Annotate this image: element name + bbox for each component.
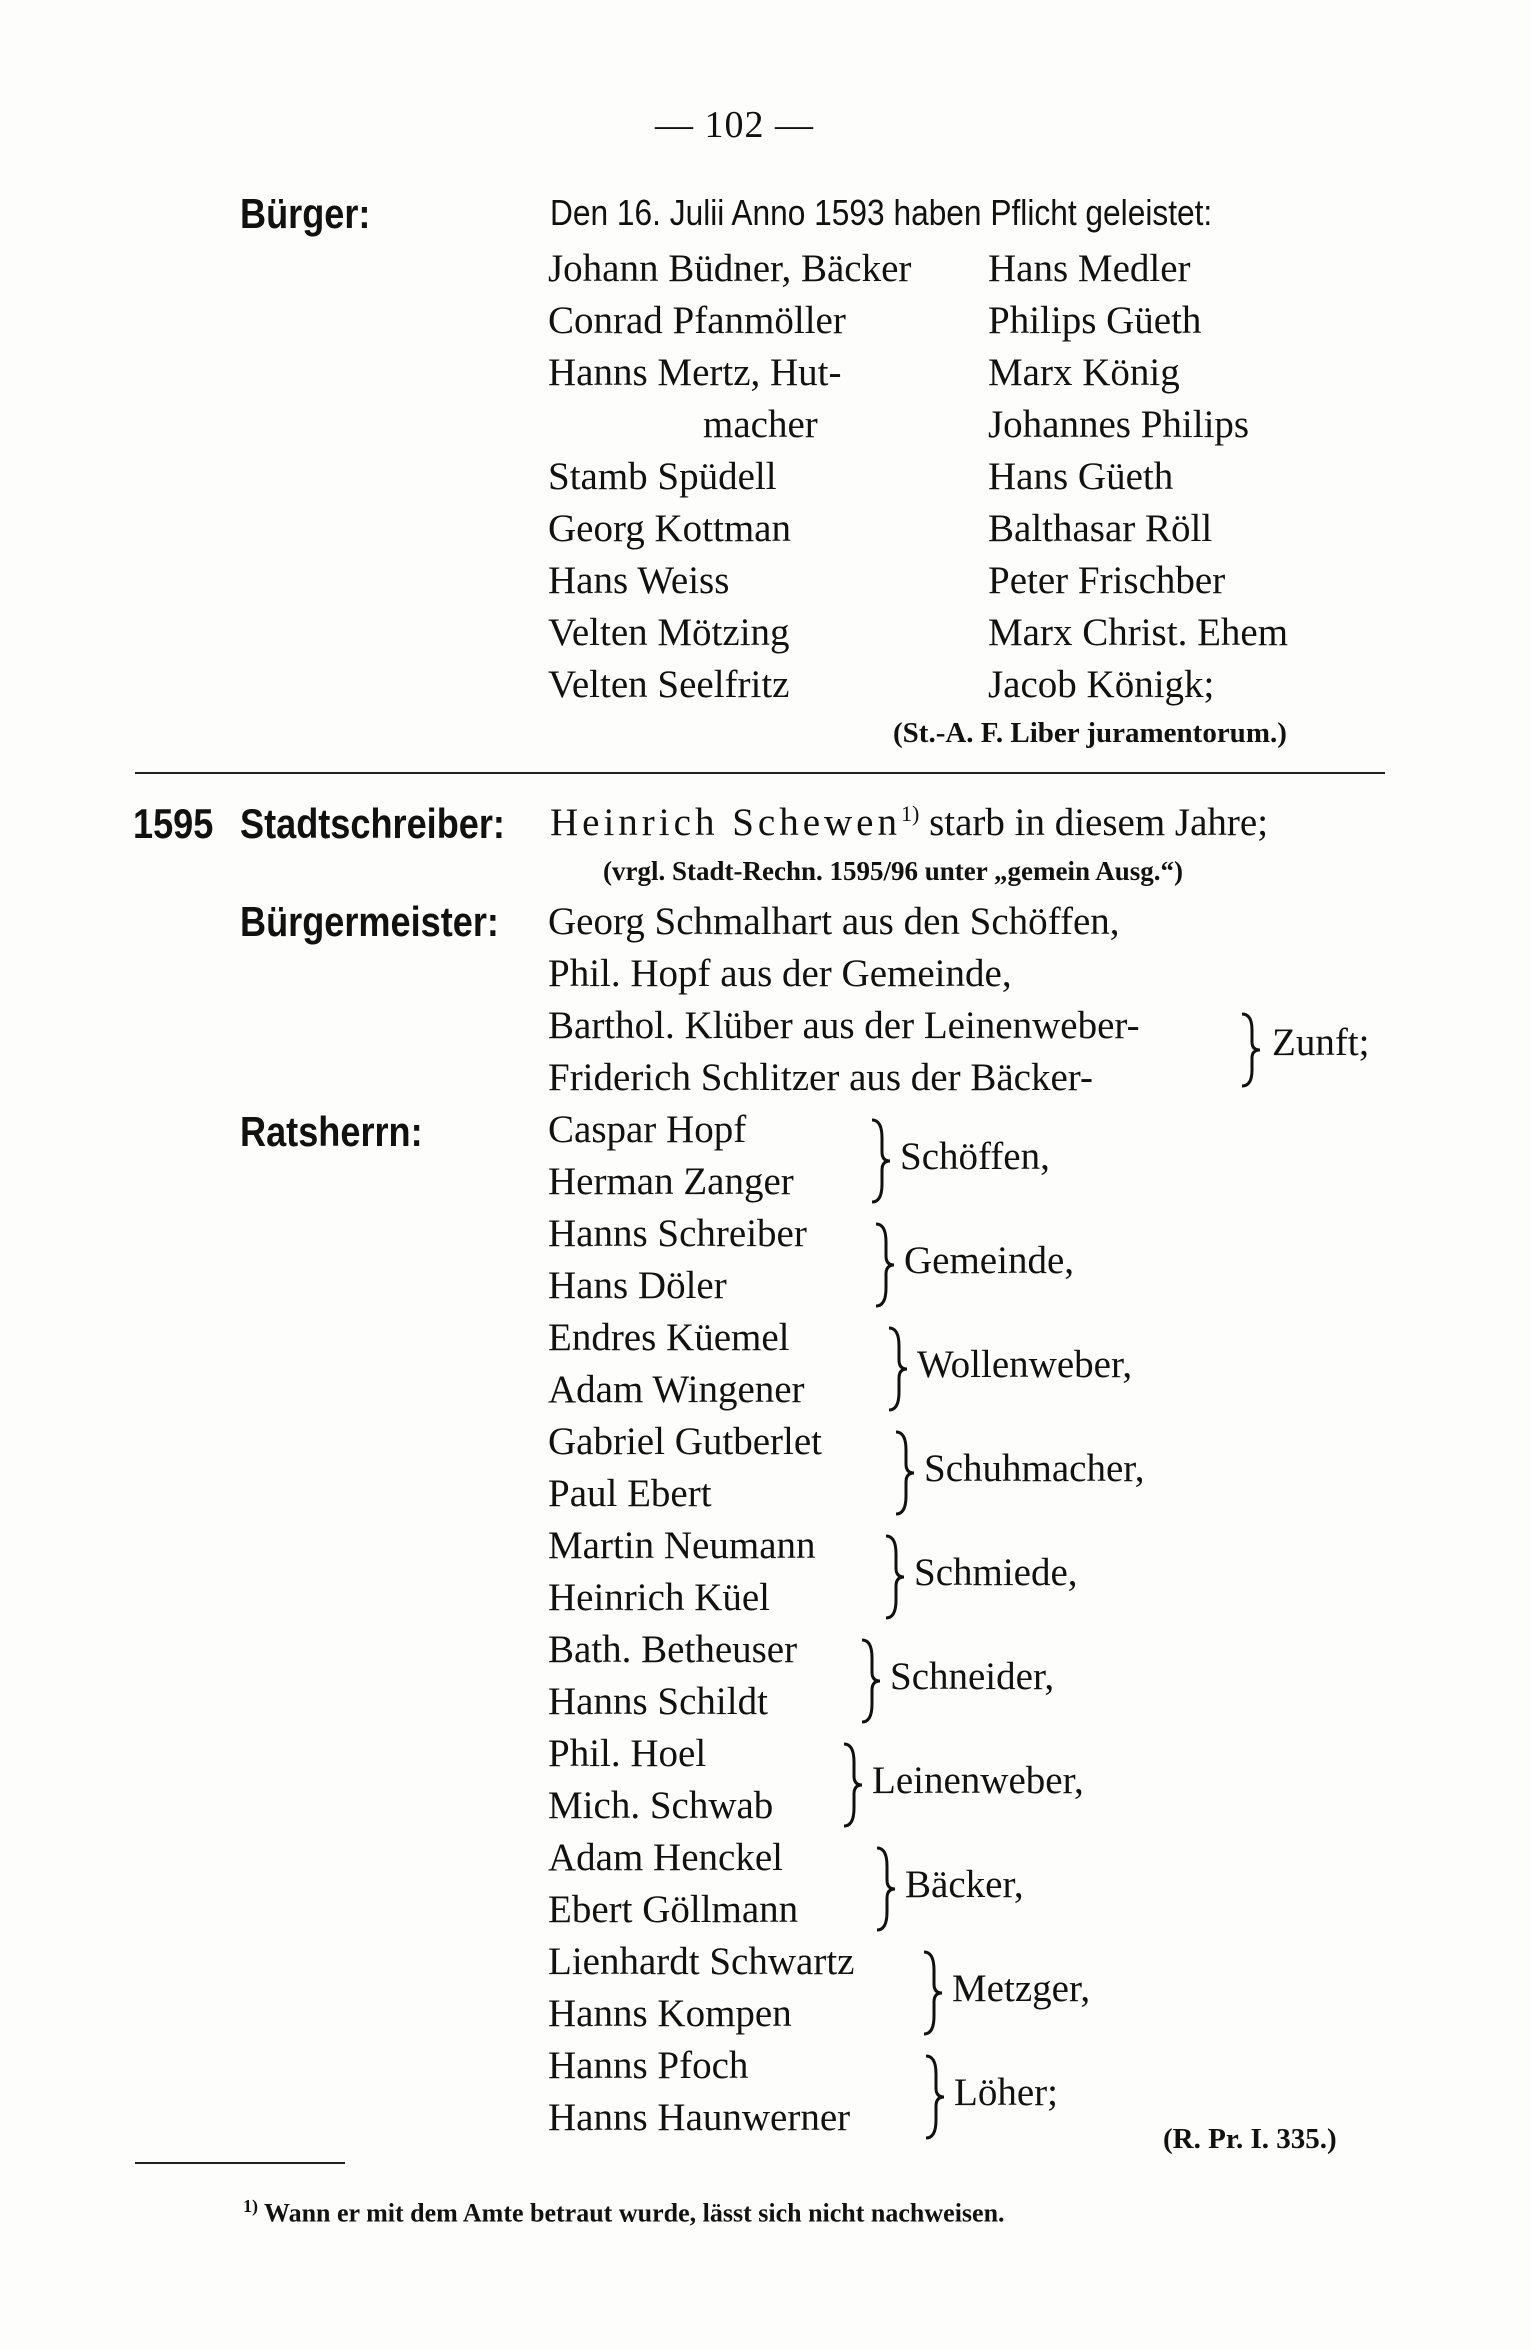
- ratsherrn-group-label: Metzger,: [952, 1967, 1091, 2010]
- ratsherrn-group-label: Leinenweber,: [872, 1759, 1084, 1802]
- brace-icon: [920, 1948, 944, 2038]
- buerger-name: Georg Kottman: [548, 507, 791, 550]
- ratsherr-name: Hanns Schildt: [548, 1680, 768, 1723]
- stadtschreiber-label: Stadtschreiber:: [240, 800, 505, 847]
- zunft-label: Zunft;: [1272, 1021, 1370, 1064]
- buerger-name: Peter Frischber: [988, 559, 1226, 602]
- footnote: [243, 2196, 1005, 2229]
- brace-icon: [858, 1636, 882, 1726]
- stadtschreiber-name: Heinrich Schewen: [550, 801, 901, 844]
- buerger-name: Marx König: [988, 351, 1180, 394]
- ratsherr-name: Endres Küemel: [548, 1316, 790, 1359]
- footnote-text: Wann er mit dem Amte betraut wurde, lässt sich nicht nachweisen.: [264, 2198, 1005, 2228]
- ratsherr-name: Heinrich Küel: [548, 1576, 771, 1619]
- buerger-name: Velten Seelfritz: [548, 663, 790, 706]
- buerger-name: Johannes Philips: [988, 403, 1250, 446]
- ratsherrn-group-label: Schneider,: [890, 1655, 1055, 1698]
- buerger-name: Conrad Pfanmöller: [548, 299, 846, 342]
- buerger-name: Hans Güeth: [988, 455, 1174, 498]
- ratsherrn-group-label: Löher;: [954, 2071, 1058, 2114]
- ratsherr-name: Hanns Pfoch: [548, 2044, 749, 2087]
- ratsherr-name: Herman Zanger: [548, 1160, 794, 1203]
- ratsherr-name: Hans Döler: [548, 1264, 727, 1307]
- buergermeister-line: Friderich Schlitzer aus der Bäcker-: [548, 1056, 1093, 1099]
- buerger-name: Marx Christ. Ehem: [988, 611, 1289, 654]
- buerger-name: Hanns Mertz, Hut-: [548, 351, 842, 394]
- buergermeister-lines: [548, 896, 1140, 1104]
- buergermeister-line: Barthol. Klüber aus der Leinenweber-: [548, 1004, 1140, 1047]
- ratsherr-name: Adam Henckel: [548, 1836, 783, 1879]
- ratsherrn-label: Ratsherrn:: [240, 1108, 423, 1155]
- stadtschreiber-line: [550, 800, 1268, 845]
- ratsherrn-group-label: Schuhmacher,: [924, 1447, 1145, 1490]
- buerger-name: Velten Mötzing: [548, 611, 790, 654]
- stadtschreiber-note: (vrgl. Stadt-Rechn. 1595/96 unter „gemein Ausg.“): [603, 856, 1183, 886]
- ratsherr-name: Martin Neumann: [548, 1524, 816, 1567]
- ratsherr-name: Ebert Göllmann: [548, 1888, 799, 1931]
- buerger-name: Hans Medler: [988, 247, 1191, 290]
- footnote-divider: [135, 2162, 345, 2164]
- buergermeister-line: Georg Schmalhart aus den Schöffen,: [548, 900, 1120, 943]
- ratsherrn-group-label: Gemeinde,: [904, 1239, 1075, 1282]
- brace-icon: [873, 1844, 897, 1934]
- brace-icon: [885, 1324, 909, 1414]
- page-number: — 102 —: [655, 104, 814, 146]
- footnote-mark: 1): [243, 2196, 258, 2216]
- buerger-source: (St.-A. F. Liber juramentorum.): [893, 717, 1287, 749]
- buerger-name: macher: [703, 403, 818, 446]
- buerger-heading: Den 16. Julii Anno 1593 haben Pflicht geleistet:: [550, 192, 1213, 233]
- buerger-left-column: [548, 243, 911, 711]
- brace-icon: [892, 1428, 916, 1518]
- ratsherr-name: Phil. Hoel: [548, 1732, 707, 1775]
- year-label: 1595: [133, 800, 214, 847]
- ratsherrn-group-label: Schmiede,: [914, 1551, 1078, 1594]
- brace-icon: [872, 1220, 896, 1310]
- ratsherr-name: Paul Ebert: [548, 1472, 712, 1515]
- ratsherr-name: Caspar Hopf: [548, 1108, 747, 1151]
- buerger-name: Hans Weiss: [548, 559, 730, 602]
- ratsherrn-group-label: Schöffen,: [900, 1135, 1050, 1178]
- ratsherrn-group-label: Bäcker,: [905, 1863, 1024, 1906]
- buerger-name: Stamb Spüdell: [548, 455, 777, 498]
- buerger-name: Johann Büdner, Bäcker: [548, 247, 912, 290]
- buerger-name: Jacob Königk;: [988, 663, 1215, 706]
- brace-icon: [922, 2052, 946, 2142]
- footnote-ref: 1): [900, 801, 920, 826]
- buerger-right-column: [988, 243, 1288, 711]
- brace-icon: [882, 1532, 906, 1622]
- ratsherr-name: Bath. Betheuser: [548, 1628, 798, 1671]
- ratsherr-name: Mich. Schwab: [548, 1784, 774, 1827]
- buerger-name: Philips Güeth: [988, 299, 1202, 342]
- ratsherrn-group-label: Wollenweber,: [917, 1343, 1133, 1386]
- stadtschreiber-text: starb in diesem Jahre;: [929, 801, 1269, 844]
- brace-icon: [1238, 1010, 1262, 1090]
- ratsherr-name: Hanns Kompen: [548, 1992, 792, 2035]
- ratsherr-name: Hanns Haunwerner: [548, 2096, 851, 2139]
- buergermeister-line: Phil. Hopf aus der Gemeinde,: [548, 952, 1012, 995]
- ratsherrn-source: (R. Pr. I. 335.): [1163, 2123, 1337, 2155]
- buerger-label: Bürger:: [240, 190, 371, 237]
- ratsherr-name: Adam Wingener: [548, 1368, 805, 1411]
- ratsherr-name: Lienhardt Schwartz: [548, 1940, 855, 1983]
- section-divider: [135, 772, 1385, 774]
- buerger-name: Balthasar Röll: [988, 507, 1213, 550]
- buergermeister-label: Bürgermeister:: [240, 898, 499, 945]
- brace-icon: [868, 1116, 892, 1206]
- ratsherr-name: Hanns Schreiber: [548, 1212, 807, 1255]
- brace-icon: [840, 1740, 864, 1830]
- ratsherr-name: Gabriel Gutberlet: [548, 1420, 822, 1463]
